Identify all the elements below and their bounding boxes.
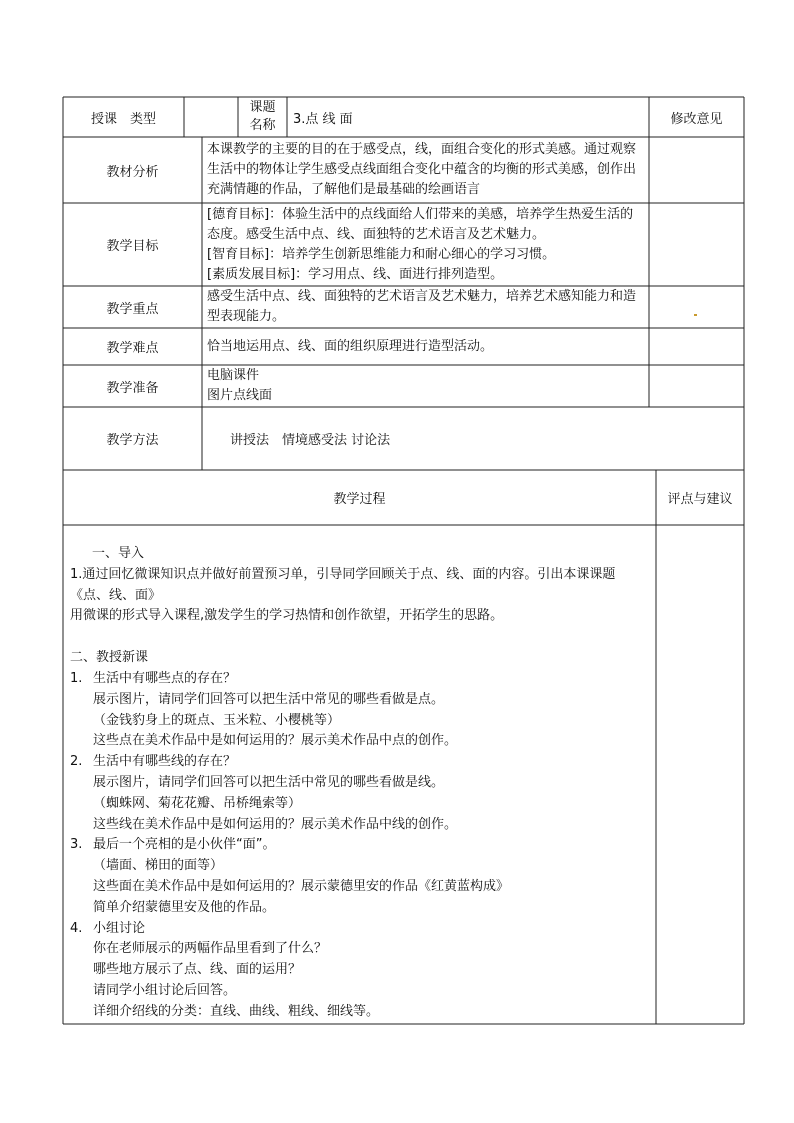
line-classification: 详细介绍线的分类：直线、曲线、粗线、细线等。 xyxy=(93,1003,380,1019)
lesson-item xyxy=(70,669,652,752)
prep-item-courseware: 电脑课件 xyxy=(207,368,260,383)
comments-label: 评点与建议 xyxy=(667,492,733,507)
row-label-key-points: 教学重点 xyxy=(106,301,159,317)
lesson-item xyxy=(70,919,652,1002)
item-title: 小组讨论 xyxy=(93,920,146,936)
type-label: 授课 类型 xyxy=(90,111,156,127)
intro-paragraph-1: 1.通过回忆微课知识点并做好前置预习单，引导同学回顾关于点、线、面的内容。引出本课课题《点、线、面》 xyxy=(70,566,616,603)
difficulties-text: 恰当地运用点、线、面的组织原理进行造型活动。 xyxy=(207,338,494,354)
intro-paragraph-2: 用微课的形式导入课程,激发学生的学习热情和创作欲望，开拓学生的思路。 xyxy=(70,608,504,624)
process-body xyxy=(70,544,652,1023)
item-title: 最后一个亮相的是小伙伴“面”。 xyxy=(93,837,276,853)
material-analysis-text: 本课教学的主要的目的在于感受点，线，面组合变化的形式美感。通过观察生活中的物体让学生感受点线面组合变化中蕴含的均衡的形式美感，创作出充满情趣的作品，了解他们是最基础的绘画语言 xyxy=(207,142,637,197)
item-line: （墙面、梯田的面等） xyxy=(93,858,224,874)
key-points-text: 感受生活中点、线、面独特的艺术语言及艺术魅力，培养艺术感知能力和造型表现能力。 xyxy=(207,289,637,324)
goal-quality: [素质发展目标]：学习用点、线、面进行排列造型。 xyxy=(207,266,504,282)
preparation-text xyxy=(207,365,645,407)
item-title: 生活中有哪些线的存在？ xyxy=(93,754,237,770)
item-number: 3. xyxy=(70,837,83,853)
item-line: 展示图片，请同学们回答可以把生活中常见的哪些看做是线。 xyxy=(93,774,445,790)
item-line: 请同学小组讨论后回答。 xyxy=(93,982,237,998)
item-line: （蜘蛛网、菊花花瓣、吊桥绳索等） xyxy=(93,795,302,811)
decorative-dot xyxy=(694,314,697,316)
type-value-cell xyxy=(184,97,238,137)
item-number: 2. xyxy=(70,754,83,770)
item-line: 这些面在美术作品中是如何运用的？展示蒙德里安的作品《红黄蓝构成》 xyxy=(93,878,510,894)
item-line: 展示图片，请同学们回答可以把生活中常见的哪些看做是点。 xyxy=(93,691,445,707)
row-label-difficulties: 教学难点 xyxy=(106,341,159,356)
new-lesson-heading: 二、教授新课 xyxy=(70,650,149,666)
prep-item-pictures: 图片点线面 xyxy=(207,388,273,403)
item-line: （金钱豹身上的斑点、玉米粒、小樱桃等） xyxy=(93,712,341,728)
item-line: 简单介绍蒙德里安及他的作品。 xyxy=(93,899,276,915)
item-line: 哪些地方展示了点、线、面的运用？ xyxy=(93,962,302,978)
item-line: 你在老师展示的两幅作品里看到了什么？ xyxy=(93,941,328,957)
goal-intellectual: [智育目标]：培养学生创新思维能力和耐心细心的学习习惯。 xyxy=(207,246,556,262)
process-title: 教学过程 xyxy=(333,492,386,507)
item-number: 1. xyxy=(70,670,83,686)
item-number: 4. xyxy=(70,920,83,936)
topic-label: 课题 名称 xyxy=(249,100,276,133)
intro-heading: 一、导入 xyxy=(92,546,145,561)
item-line: 这些线在美术作品中是如何运用的？展示美术作品中线的创作。 xyxy=(93,816,458,832)
row-label-methods: 教学方法 xyxy=(106,433,159,448)
topic-value: 3.点 线 面 xyxy=(293,111,353,127)
item-title: 生活中有哪些点的存在？ xyxy=(93,670,237,686)
row-label-teaching-goals: 教学目标 xyxy=(106,239,159,254)
item-line: 这些点在美术作品中是如何运用的？展示美术作品中点的创作。 xyxy=(93,733,458,749)
teaching-goals-text xyxy=(207,203,645,286)
row-label-preparation: 教学准备 xyxy=(106,380,159,396)
spacer xyxy=(70,627,652,648)
lesson-item xyxy=(70,835,652,918)
goal-moral: [德育目标]：体验生活中的点线面给人们带来的美感，培养学生热爱生活的态度。感受生活中点、线、面独特的艺术语言及艺术魅力。 xyxy=(207,206,634,242)
revision-label: 修改意见 xyxy=(670,111,723,127)
methods-text: 讲授法 情境感受法 讨论法 xyxy=(230,433,391,448)
row-label-material-analysis: 教材分析 xyxy=(106,164,159,180)
lesson-item xyxy=(70,752,652,835)
